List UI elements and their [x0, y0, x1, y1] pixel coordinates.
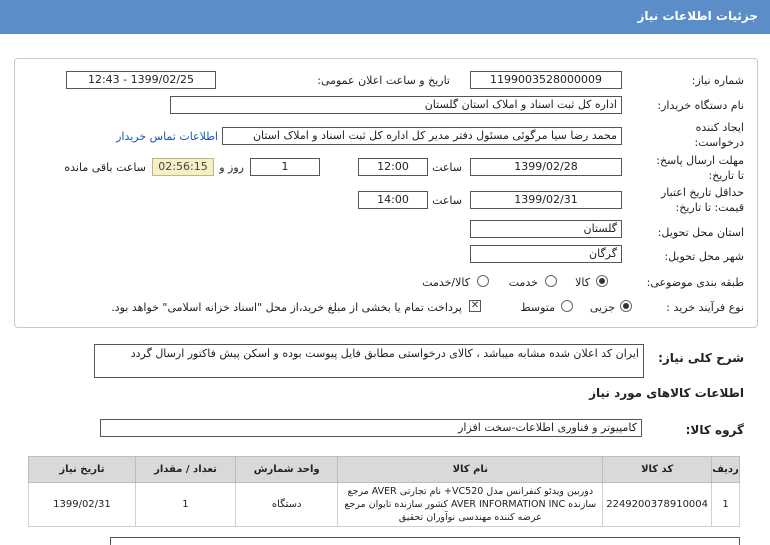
process-minor-radio[interactable]: [620, 300, 632, 312]
category-service-radio[interactable]: [545, 275, 557, 287]
creator-label-2: درخواست:: [694, 136, 744, 149]
deadline-label-1: مهلت ارسال پاسخ:: [656, 154, 744, 167]
goods-group-field[interactable]: کامپیوتر و فناوری اطلاعات-سخت افزار: [100, 419, 642, 437]
remaining-timer: 02:56:15: [152, 158, 214, 176]
creator-label-1: ایجاد کننده: [695, 121, 744, 134]
category-goods-label: کالا: [575, 276, 590, 289]
city-field[interactable]: گرگان: [470, 245, 622, 263]
category-service-label: خدمت: [508, 276, 538, 289]
col-name: نام کالا: [338, 457, 603, 483]
page-title: جزئیات اطلاعات نیاز: [637, 9, 758, 23]
process-label: نوع فرآیند خرید :: [666, 301, 744, 314]
buyer-contact-link[interactable]: اطلاعات تماس خریدار: [116, 130, 218, 143]
row-code: 2249200378910004: [603, 483, 712, 527]
row-name: دوربین ویدئو کنفرانس مدل VC520+ نام تجارتی AVER مرجع سازنده AVER INFORMATION INC کشور سازنده تایوان مرجع عرضه کننده مهندسی نوآوران تحقیق: [338, 483, 603, 527]
deadline-time-field[interactable]: 12:00: [358, 158, 428, 176]
goods-info-title: اطلاعات کالاهای مورد نیاز: [589, 386, 744, 400]
buyer-label: نام دستگاه خریدار:: [657, 99, 744, 112]
buyer-field[interactable]: اداره کل ثبت اسناد و املاک استان گلستان: [170, 96, 622, 114]
need-number-label: شماره نیاز:: [691, 74, 744, 87]
announce-label: تاریخ و ساعت اعلان عمومی:: [317, 74, 450, 87]
province-label: استان محل تحویل:: [657, 226, 744, 239]
process-minor-label: جزیی: [589, 301, 615, 314]
deadline-date-field[interactable]: 1399/02/28: [470, 158, 622, 176]
announce-field[interactable]: 1399/02/25 - 12:43: [66, 71, 216, 89]
col-index: ردیف: [712, 457, 740, 483]
col-date: تاریخ نیاز: [29, 457, 136, 483]
category-both-label: کالا/خدمت: [422, 276, 470, 289]
row-unit: دستگاه: [236, 483, 338, 527]
next-section-box: [110, 537, 740, 545]
category-goods-radio[interactable]: [596, 275, 608, 287]
summary-text[interactable]: ایران کد اعلان شده مشابه میباشد ، کالای درخواستی مطابق فایل پیوست بوده و اسکن پیش فاکتور ارسال گردد: [94, 344, 644, 378]
days-field[interactable]: 1: [250, 158, 320, 176]
validity-label-1: حداقل تاریخ اعتبار: [660, 186, 744, 199]
category-both-radio[interactable]: [477, 275, 489, 287]
col-qty: تعداد / مقدار: [135, 457, 235, 483]
row-qty: 1: [135, 483, 235, 527]
validity-time-field[interactable]: 14:00: [358, 191, 428, 209]
page-header: [0, 0, 770, 34]
province-field[interactable]: گلستان: [470, 220, 622, 238]
category-label: طبقه بندی موضوعی:: [646, 276, 744, 289]
validity-time-label: ساعت: [432, 194, 462, 207]
col-unit: واحد شمارش: [236, 457, 338, 483]
creator-field[interactable]: محمد رضا سیا مرگوئی مسئول دفتر مدیر کل اداره کل ثبت اسناد و املاک استان: [222, 127, 622, 145]
validity-label-2: قیمت: تا تاریخ:: [675, 201, 744, 214]
days-label: روز و: [219, 161, 244, 174]
goods-table: [28, 456, 740, 527]
city-label: شهر محل تحویل:: [664, 250, 744, 263]
table-row[interactable]: [29, 483, 740, 527]
goods-group-label: گروه کالا:: [685, 423, 744, 437]
payment-note: پرداخت تمام یا بخشی از مبلغ خرید،از محل "اسناد خزانه اسلامی" خواهد بود.: [111, 301, 462, 314]
deadline-time-label: ساعت: [432, 161, 462, 174]
table-header-row: [29, 457, 740, 483]
deadline-label-2: تا تاریخ:: [708, 169, 744, 182]
row-date: 1399/02/31: [29, 483, 136, 527]
validity-date-field[interactable]: 1399/02/31: [470, 191, 622, 209]
remaining-label: ساعت باقی مانده: [64, 161, 146, 174]
summary-label: شرح کلی نیاز:: [658, 351, 744, 365]
col-code: کد کالا: [603, 457, 712, 483]
row-index: 1: [712, 483, 740, 527]
process-medium-label: متوسط: [520, 301, 555, 314]
process-medium-radio[interactable]: [561, 300, 573, 312]
need-number-field[interactable]: 1199003528000009: [470, 71, 622, 89]
treasury-checkbox[interactable]: ✕: [470, 300, 480, 311]
